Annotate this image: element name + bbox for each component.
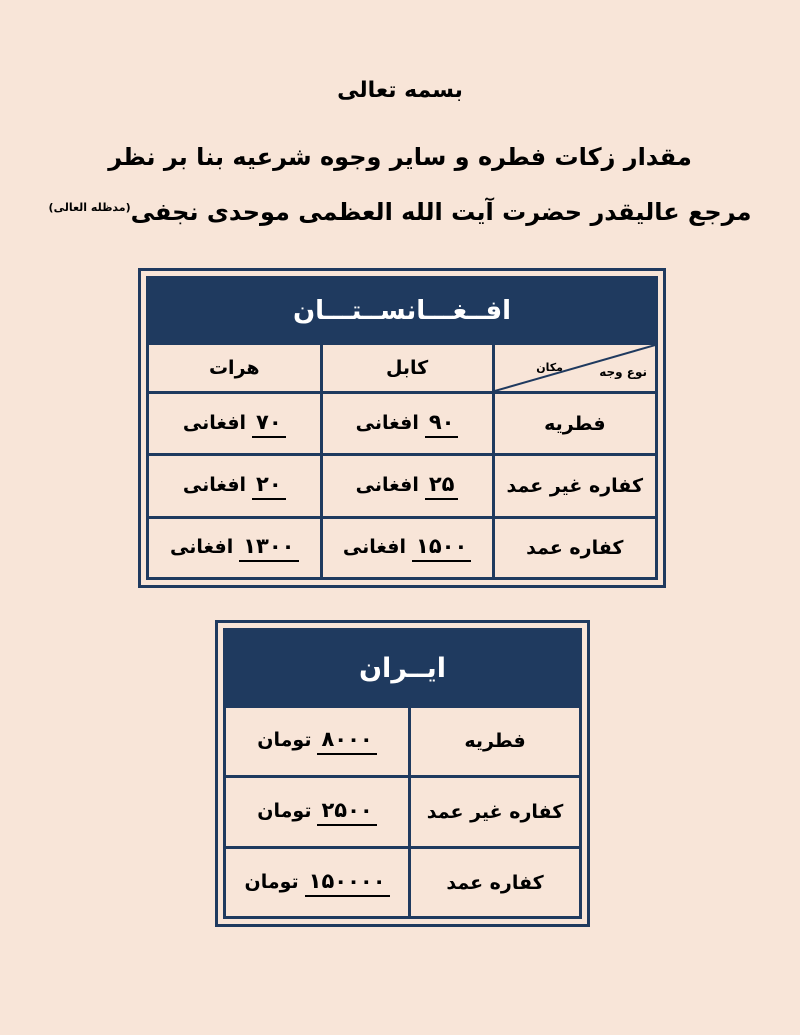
afghanistan-table [138,268,666,588]
amount: ۲۰ [252,472,286,500]
unit-label: افغانی [355,411,419,434]
unit-label: افغانی [182,411,247,434]
row-label: کفاره عمد [493,517,655,577]
afghanistan-title: افــغـــانســتـــان [149,279,655,345]
herat-value-cell [149,392,321,455]
amount: ۸۰۰۰ [317,727,376,755]
amount: ۷۰ [252,410,286,438]
amount: ۱۵۰۰۰۰ [305,869,390,897]
iran-table-inner [223,628,582,919]
unit-label: تومان [244,870,299,893]
corner-type-label: نوع وجه [599,365,647,379]
amount: ۱۵۰۰ [412,534,471,562]
amount: ۹۰ [425,410,459,438]
table-row [226,708,579,776]
amount: ۲۵۰۰ [317,798,376,826]
iran-table [215,620,590,927]
basmala-heading: بسمه تعالی [337,78,463,103]
iran-grid [226,708,579,916]
page-title-line1: مقدار زکات فطره و سایر وجوه شرعیه بنا بر نظر [108,143,692,171]
table-row [226,776,579,848]
table-row [149,392,655,455]
kabul-value-cell [321,517,493,577]
page-title-line2-text: مرجع عالیقدر حضرت آیت الله العظمی موحدی نجفی [130,198,752,226]
iran-value-cell [226,708,410,776]
unit-label: افغانی [170,535,234,558]
row-label: کفاره عمد [410,848,579,916]
iran-value-cell [226,776,410,848]
iran-value-cell [226,848,410,916]
row-label: فطریه [493,392,655,455]
honorific-superscript: (مدظله العالی) [48,201,131,214]
page-title-line2 [0,198,800,226]
column-header-kabul: کابل [321,345,493,392]
iran-title: ایــران [226,631,579,708]
herat-value-cell [149,517,321,577]
row-label: کفاره غیر عمد [493,455,655,518]
afghanistan-table-inner [146,276,658,580]
unit-label: افغانی [355,474,419,497]
afghanistan-header-row [149,345,655,392]
unit-label: افغانی [342,535,407,558]
column-header-herat: هرات [149,345,321,392]
corner-place-label: مکان [536,361,563,374]
unit-label: تومان [257,729,312,752]
unit-label: تومان [257,799,312,822]
table-row [149,455,655,518]
amount: ۲۵ [425,472,459,500]
herat-value-cell [149,455,321,518]
table-row [149,517,655,577]
row-label: کفاره غیر عمد [410,776,579,848]
row-label: فطریه [410,708,579,776]
corner-cell [493,345,655,392]
unit-label: افغانی [182,474,247,497]
afghanistan-grid [149,345,655,577]
kabul-value-cell [321,455,493,518]
amount: ۱۳۰۰ [239,534,298,562]
kabul-value-cell [321,392,493,455]
table-row [226,848,579,916]
